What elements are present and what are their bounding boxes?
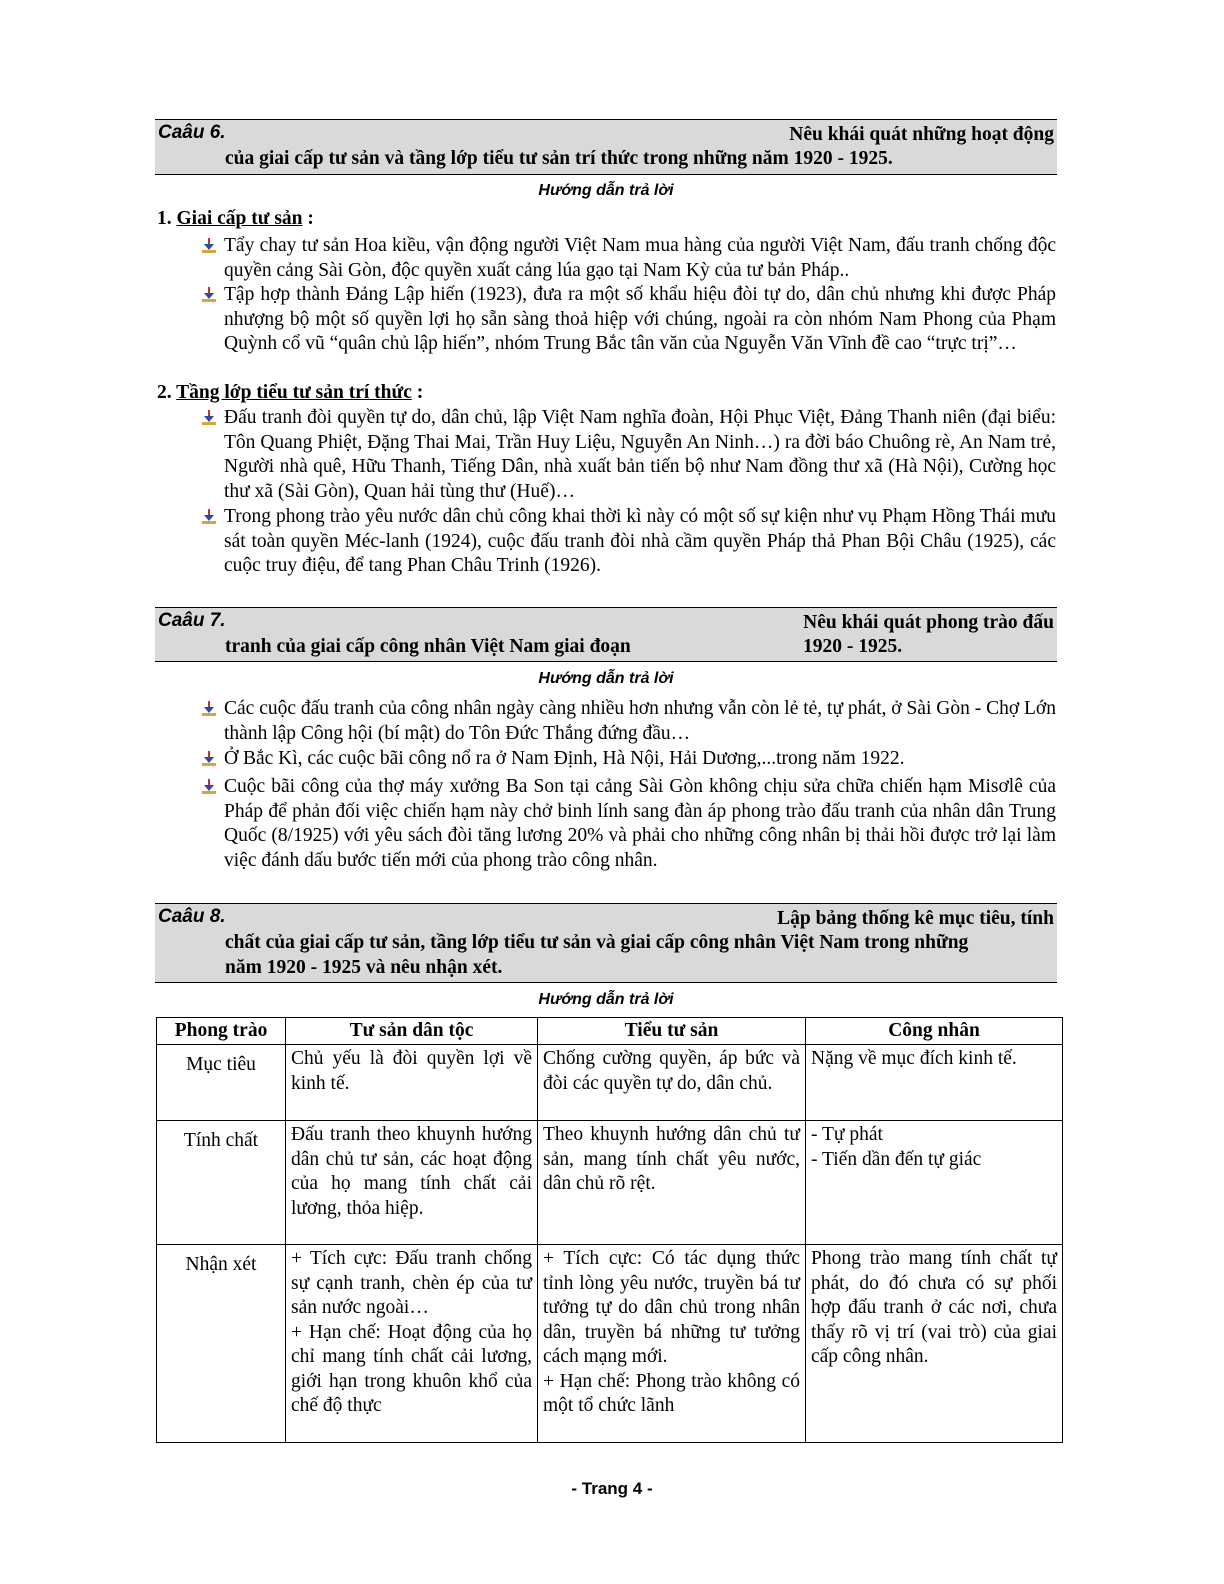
cell: Nặng về mục đích kinh tế. bbox=[806, 1045, 1063, 1121]
arrow-bullet-icon bbox=[200, 237, 218, 255]
q8-title-line3: năm 1920 - 1925 và nêu nhận xét. bbox=[225, 957, 503, 978]
arrow-bullet-icon bbox=[200, 778, 218, 796]
table-row bbox=[157, 1045, 1063, 1121]
q6-s1-bullet-1: Tẩy chay tư sản Hoa kiều, vận động người Việt Nam mua hàng của người Việt Nam, đấu tranh chống độc quyền cảng Sài Gòn, độc quyền xuất cảng lúa gạo tại Nam Kỳ của tư bản Pháp.. bbox=[224, 235, 1056, 281]
q8-label: Caâu 8. bbox=[158, 906, 226, 927]
cell-line: - Tiến dần đến tự giác bbox=[811, 1148, 982, 1170]
arrow-bullet-icon bbox=[200, 286, 218, 304]
q8-title-box bbox=[155, 903, 1057, 983]
cell: Đấu tranh theo khuynh hướng dân chủ tư sản, các hoạt động của họ mang tính chất cải lương, thỏa hiệp. bbox=[286, 1121, 538, 1245]
table-row bbox=[157, 1245, 1063, 1443]
header-tu-san: Tư sản dân tộc bbox=[286, 1018, 538, 1045]
q6-section1-num: 1. bbox=[157, 208, 172, 229]
q8-guide: Hướng dẫn trả lời bbox=[538, 991, 674, 1008]
q7-title-box bbox=[155, 607, 1057, 662]
cell: Chủ yếu là đòi quyền lợi về kinh tế. bbox=[286, 1045, 538, 1121]
arrow-bullet-icon bbox=[200, 700, 218, 718]
q6-section2-heading bbox=[157, 382, 423, 404]
cell: Phong trào mang tính chất tự phát, do đó chưa có sự phối hợp đấu tranh ở các nơi, chưa thấy rõ vị trí (vai trò) của giai cấp công nhân. bbox=[806, 1245, 1063, 1443]
q6-section2-title: Tầng lớp tiểu tư sản trí thức bbox=[176, 382, 412, 403]
header-cong-nhan: Công nhân bbox=[806, 1018, 1063, 1045]
row-head-muc-tieu: Mục tiêu bbox=[157, 1045, 286, 1121]
q7-title-line1: Nêu khái quát phong trào đấu bbox=[803, 612, 1054, 633]
page-number: - Trang 4 - bbox=[571, 1479, 653, 1498]
cell-line: + Hạn chế: Hoạt động của họ chỉ mang tính chất cải lương, giới hạn trong khuôn khổ của chế độ thực bbox=[291, 1321, 532, 1416]
stats-table bbox=[156, 1017, 1063, 1443]
row-head-tinh-chat: Tính chất bbox=[157, 1121, 286, 1245]
q6-s1-bullet-2: Tập hợp thành Đảng Lập hiến (1923), đưa ra một số khẩu hiệu đòi tự do, dân chủ nhưng khi được Pháp nhượng bộ một số quyền lợi họ sẵn sàng thoả hiệp với chúng, ngoài ra còn nhóm Nam Phong của Phạm Quỳnh cổ vũ “quân chủ lập hiến”, nhóm Trung Bắc tân văn của Nguyễn Văn Vĩnh đề cao “trực trị”… bbox=[224, 284, 1056, 355]
q6-title-line2: của giai cấp tư sản và tầng lớp tiểu tư sản trí thức trong những năm 1920 - 1925. bbox=[225, 148, 893, 169]
q7-title-line2b: 1920 - 1925. bbox=[803, 636, 903, 657]
cell bbox=[806, 1121, 1063, 1245]
q6-section1-colon: : bbox=[307, 208, 314, 229]
q7-bullet-1: Các cuộc đấu tranh của công nhân ngày càng nhiều hơn nhưng vẫn còn lẻ tẻ, tự phát, ở Sài Gòn - Chợ Lớn thành lập Công hội (bí mật) do Tôn Đức Thắng đứng đầu… bbox=[224, 698, 1056, 744]
cell: Chống cường quyền, áp bức và đòi các quyền tự do, dân chủ. bbox=[538, 1045, 806, 1121]
row-head-nhan-xet: Nhận xét bbox=[157, 1245, 286, 1443]
q7-title-line2a: tranh của giai cấp công nhân Việt Nam giai đoạn bbox=[225, 636, 631, 657]
arrow-bullet-icon bbox=[200, 508, 218, 526]
q7-bullet-2: Ở Bắc Kì, các cuộc bãi công nổ ra ở Nam Định, Hà Nội, Hải Dương,...trong năm 1922. bbox=[224, 748, 905, 769]
table-row bbox=[157, 1121, 1063, 1245]
cell-line: + Hạn chế: Phong trào không có một tổ chức lãnh bbox=[543, 1370, 800, 1416]
cell bbox=[286, 1245, 538, 1443]
arrow-bullet-icon bbox=[200, 750, 218, 768]
cell-line: - Tự phát bbox=[811, 1124, 883, 1145]
header-tieu-tu-san: Tiểu tư sản bbox=[538, 1018, 806, 1045]
q6-section1-heading bbox=[157, 208, 314, 230]
q6-s2-bullet-1: Đấu tranh đòi quyền tự do, dân chủ, lập Việt Nam nghĩa đoàn, Hội Phục Việt, Đảng Thanh niên (đại biểu: Tôn Quang Phiệt, Đặng Thai Mai, Trần Huy Liệu, Nguyễn An Ninh…) ra đời báo Chuông rè, An Nam trẻ, Người nhà quê, Hữu Thanh, Tiếng Dân, nhà xuất bản tiến bộ như Nam đồng thư xã (Hà Nội), Cường học thư xã (Sài Gòn), Quan hải tùng thư (Huế)… bbox=[224, 407, 1056, 502]
q6-title-box bbox=[155, 119, 1057, 175]
q6-guide: Hướng dẫn trả lời bbox=[538, 182, 674, 199]
q8-title-line1: Lập bảng thống kê mục tiêu, tính bbox=[777, 908, 1054, 929]
cell bbox=[538, 1245, 806, 1443]
arrow-bullet-icon bbox=[200, 409, 218, 427]
q6-s2-bullet-2: Trong phong trào yêu nước dân chủ công khai thời kì này có một số sự kiện như vụ Phạm Hồng Thái mưu sát toàn quyền Méc-lanh (1924), cuộc đấu tranh đòi nhà cầm quyền Pháp thả Phan Bội Châu (1925), các cuộc truy điệu, để tang Phan Châu Trinh (1926). bbox=[224, 506, 1056, 577]
table-header-row bbox=[157, 1018, 1063, 1045]
q6-section2-num: 2. bbox=[157, 382, 172, 403]
cell-line: + Tích cực: Đấu tranh chống sự cạnh tranh, chèn ép của tư sản nước ngoài… bbox=[291, 1248, 532, 1318]
q6-label: Caâu 6. bbox=[158, 122, 226, 143]
cell: Theo khuynh hướng dân chủ tư sản, mang tính chất yêu nước, dân chủ rõ rệt. bbox=[538, 1121, 806, 1245]
q7-bullet-3: Cuộc bãi công của thợ máy xưởng Ba Son tại cảng Sài Gòn không chịu sửa chữa chiến hạm Misơlê của Pháp để phản đối việc chiến hạm này chở binh lính sang đàn áp phong trào đấu tranh của nhân dân Trung Quốc (8/1925) với yêu sách đòi tăng lương 20% và phải cho những công nhân bị thải hồi được trở lại làm việc đánh dấu bước tiến mới của phong trào công nhân. bbox=[224, 776, 1056, 871]
cell-line: + Tích cực: Có tác dụng thức tỉnh lòng yêu nước, truyền bá tư tưởng tự do dân chủ trong nhân dân, truyền bá những tư tưởng cách mạng mới. bbox=[543, 1248, 800, 1367]
q8-title-line2: chất của giai cấp tư sản, tầng lớp tiểu tư sản và giai cấp công nhân Việt Nam trong những bbox=[225, 932, 969, 953]
q6-section1-title: Giai cấp tư sản bbox=[176, 208, 303, 229]
q7-guide: Hướng dẫn trả lời bbox=[538, 670, 674, 687]
q7-label: Caâu 7. bbox=[158, 610, 226, 631]
header-phong-trao: Phong trào bbox=[157, 1018, 286, 1045]
q6-title-line1: Nêu khái quát những hoạt động bbox=[789, 124, 1054, 145]
q6-section2-colon: : bbox=[416, 382, 424, 403]
